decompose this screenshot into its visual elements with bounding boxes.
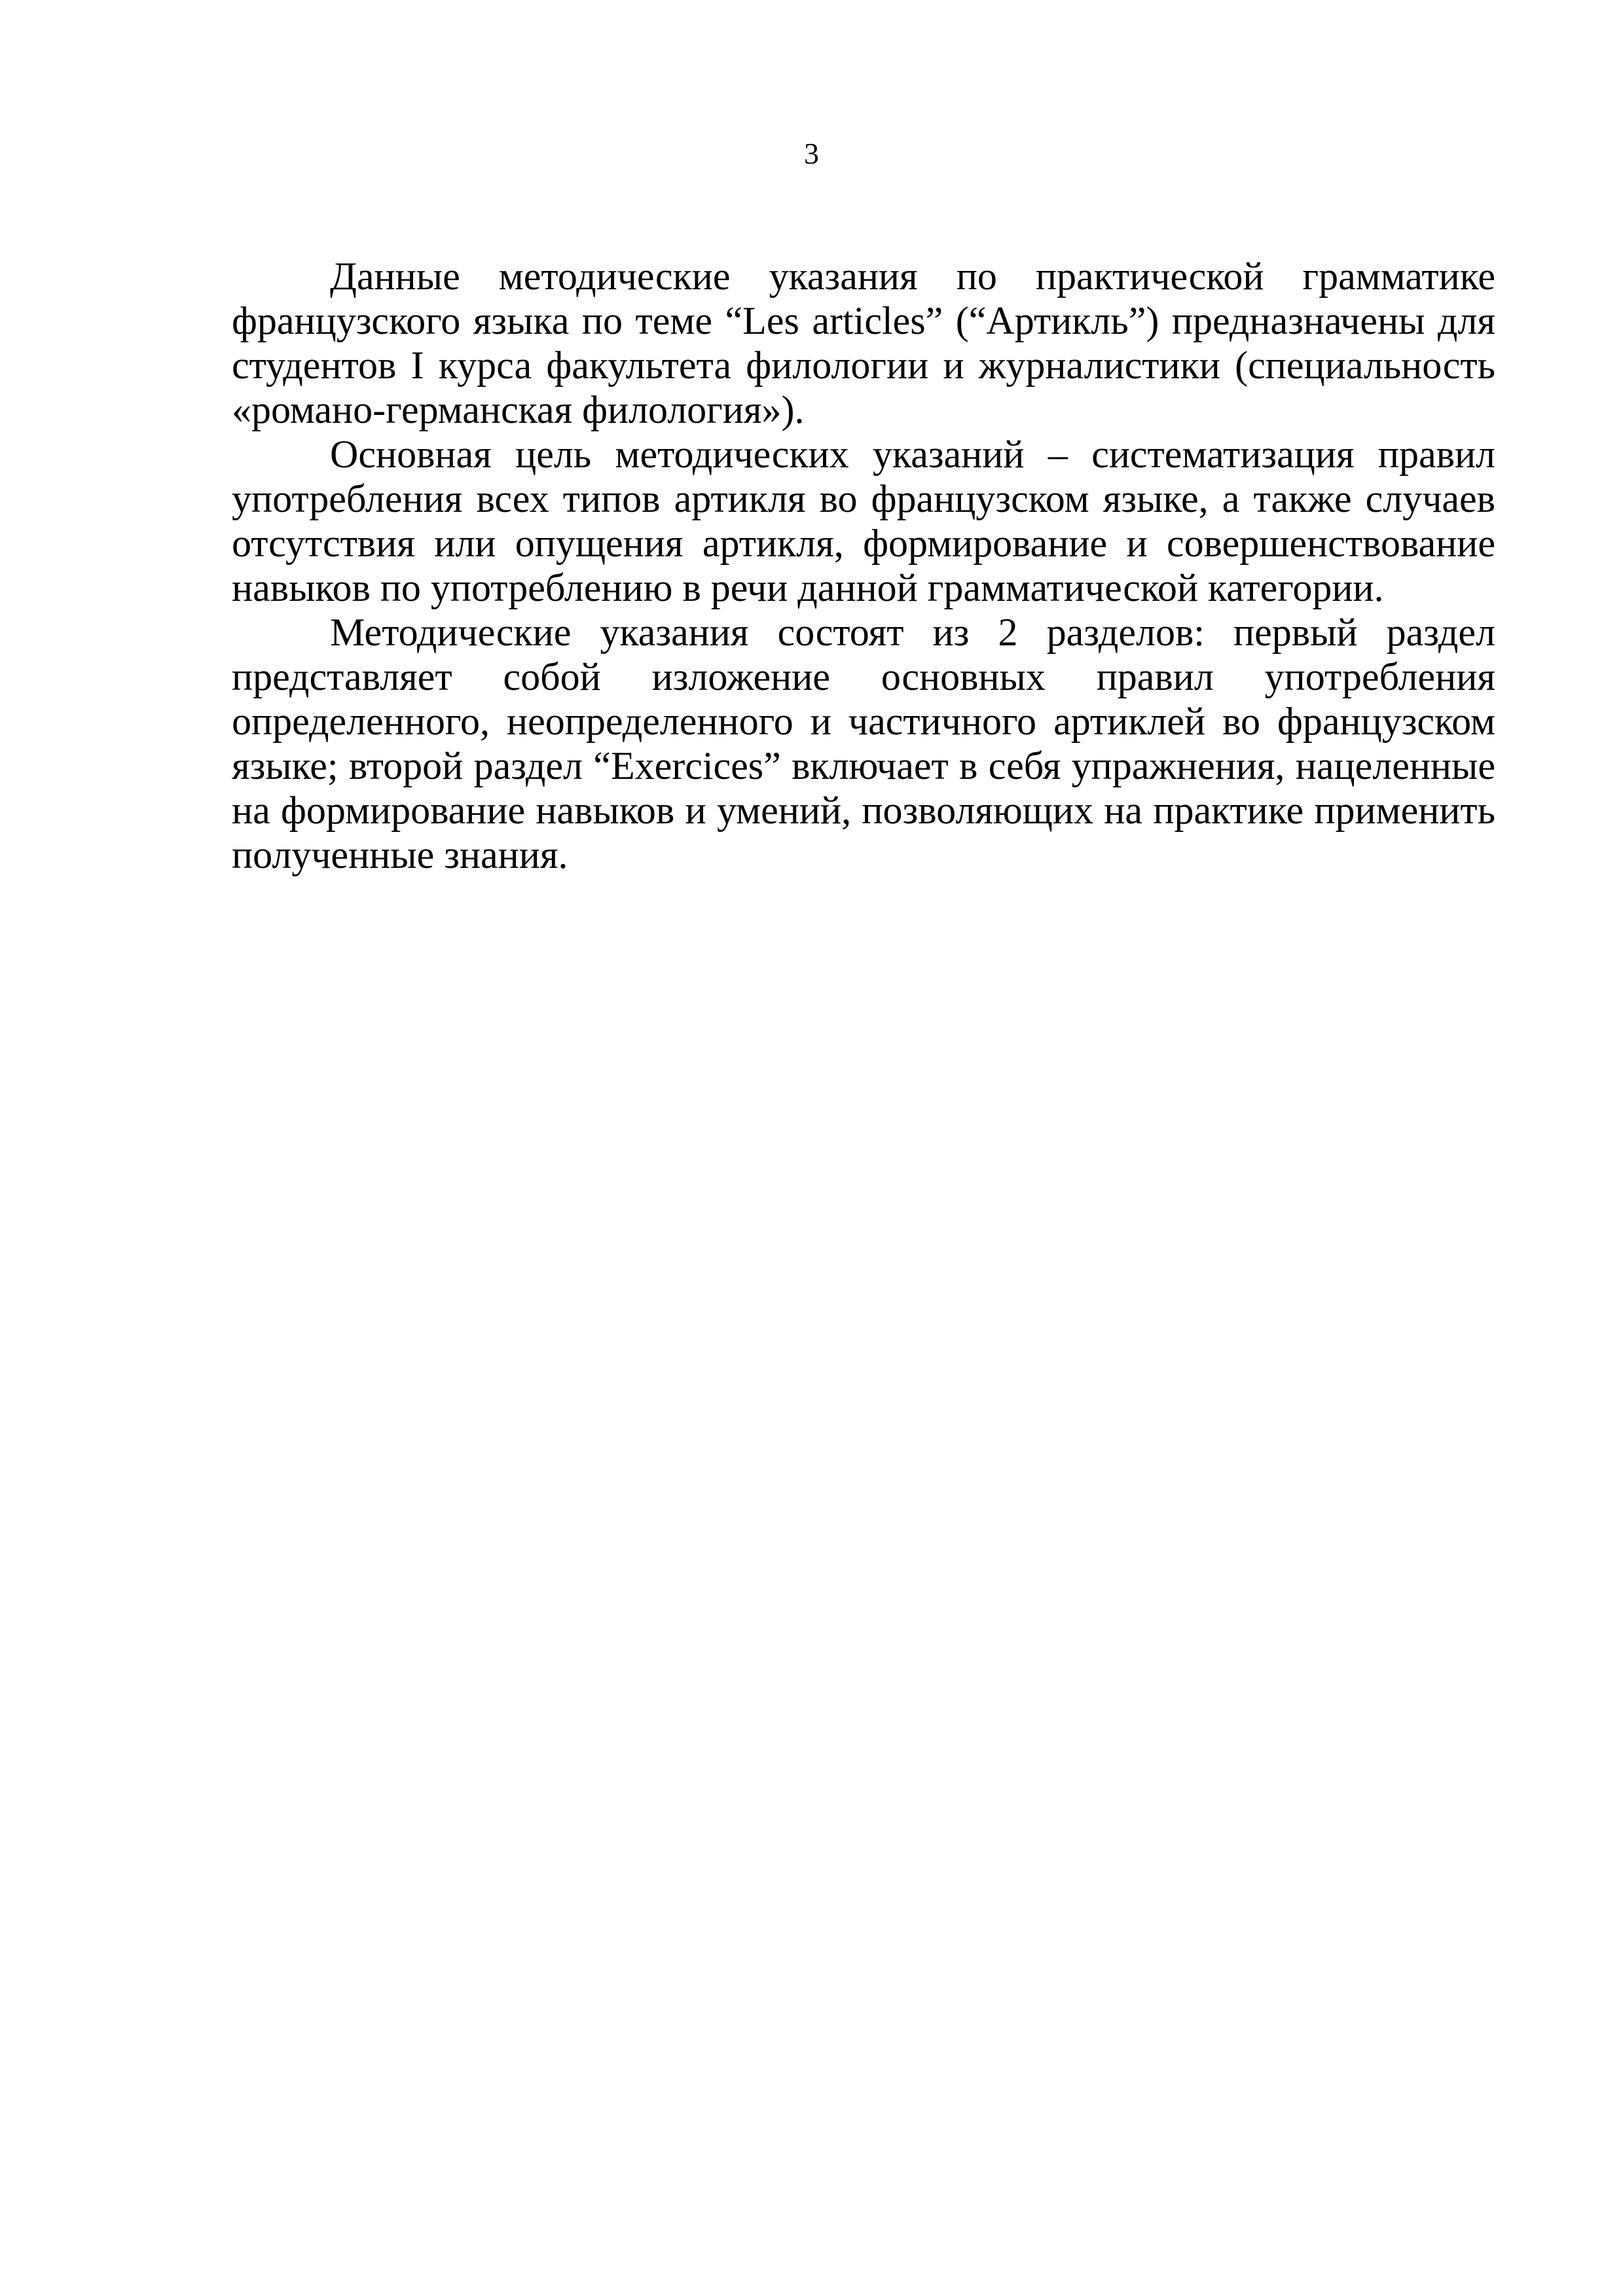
paragraph-structure: Методические указания состоят из 2 разделов: первый раздел представляет собой изложение основных правил употребления определенного, неопределенного и частичного артиклей во французском языке; второй раздел “Exercices” включает в себя упражнения, нацеленные на формирование навыков и умений, позволяющих на практике применить полученные знания. xyxy=(232,611,1495,876)
paragraph-intro: Данные методические указания по практической грамматике французского языка по теме “Les articles” (“Артикль”) предназначены для студентов I курса факультета филологии и журналистики (специальность «романо-германская филология»). xyxy=(232,255,1495,431)
document-body xyxy=(232,254,1495,877)
paragraph-goal: Основная цель методических указаний – систематизация правил употребления всех типов артикля во французском языке, а также случаев отсутствия или опущения артикля, формирование и совершенствование навыков по употреблению в речи данной грамматической категории. xyxy=(232,433,1495,609)
page-number: 3 xyxy=(804,137,819,170)
